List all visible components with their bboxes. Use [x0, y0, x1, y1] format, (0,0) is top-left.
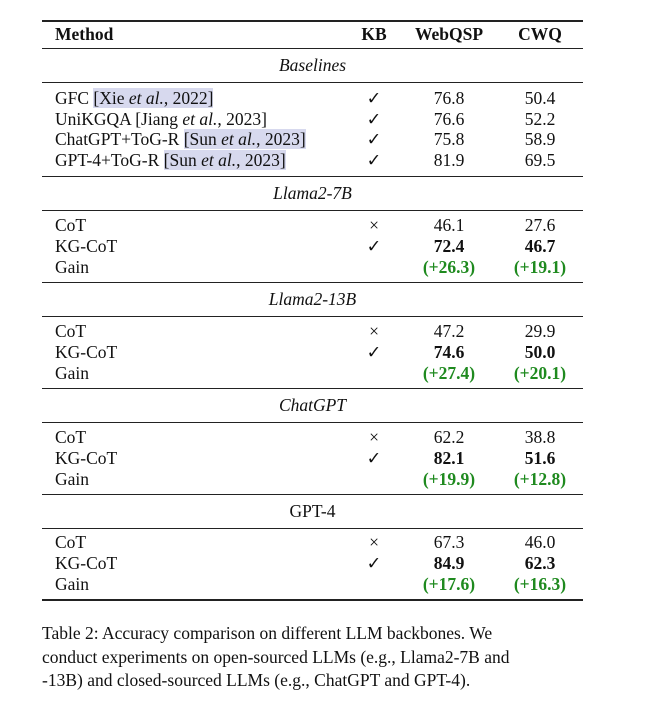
webqsp-value: (+26.3)	[422, 257, 476, 277]
cross-icon: ×	[369, 321, 379, 341]
method-name: KG-CoT	[55, 553, 118, 573]
cwq-value: 38.8	[524, 427, 556, 447]
citation-open: [	[163, 150, 170, 171]
header-method: Method	[55, 24, 114, 44]
citation-author: Sun	[169, 150, 202, 171]
method-name: Gain	[55, 574, 90, 594]
table-row	[0, 553, 660, 574]
table-row	[0, 321, 660, 342]
webqsp-value: 62.2	[433, 427, 465, 447]
method-cell	[55, 363, 89, 384]
cross-icon: ×	[369, 215, 379, 235]
webqsp-value: 47.2	[433, 321, 465, 341]
table-caption	[42, 622, 592, 693]
table-row	[0, 342, 660, 363]
method-cell	[55, 88, 213, 109]
section-title: Llama2-13B	[268, 289, 357, 309]
cwq-value: 51.6	[524, 448, 556, 468]
citation-year: , 2022	[163, 88, 208, 108]
table-row	[0, 363, 660, 384]
citation	[135, 109, 267, 129]
check-icon: ✓	[366, 342, 382, 362]
cwq-value: (+20.1)	[513, 363, 567, 383]
caption-line: -13B) and closed-sourced LLMs (e.g., ChatGPT and GPT-4).	[42, 670, 471, 690]
webqsp-value: 72.4	[433, 236, 465, 256]
method-name: CoT	[55, 532, 87, 552]
method-name: Gain	[55, 363, 90, 383]
cwq-value: 58.9	[524, 129, 556, 150]
method-cell	[55, 532, 86, 553]
cross-icon: ×	[369, 532, 379, 552]
section-rule	[42, 48, 583, 49]
table-row	[0, 257, 660, 278]
method-cell	[55, 129, 306, 150]
top-rule	[42, 20, 583, 22]
header-webqsp: WebQSP	[414, 24, 484, 44]
cwq-value: 62.3	[524, 553, 556, 573]
webqsp-value: 46.1	[433, 215, 465, 235]
check-icon: ✓	[366, 129, 382, 150]
table-row	[0, 236, 660, 257]
method-cell	[55, 427, 86, 448]
section-rule	[42, 282, 583, 283]
method-cell	[55, 321, 86, 342]
header-kb: KB	[361, 24, 387, 44]
webqsp-value: 84.9	[433, 553, 465, 573]
check-icon: ✓	[366, 150, 382, 171]
check-icon: ✓	[366, 108, 382, 129]
table-row	[0, 574, 660, 595]
header-cwq: CWQ	[518, 24, 562, 44]
webqsp-value: (+27.4)	[422, 363, 476, 383]
section-rule	[42, 528, 583, 529]
method-name: CoT	[55, 427, 87, 447]
check-icon: ✓	[366, 88, 382, 108]
webqsp-value: 82.1	[433, 448, 465, 468]
citation-author: Jiang	[141, 108, 183, 129]
method-name: Gain	[55, 469, 90, 489]
table-row	[0, 532, 660, 553]
caption-line: conduct experiments on open-sourced LLMs (e.g., Llama2-7B and	[42, 646, 510, 667]
section-title: GPT-4	[289, 501, 336, 521]
table-row	[0, 109, 660, 130]
section-rule	[42, 316, 583, 317]
citation-etal: et al.	[182, 108, 218, 129]
table-row	[0, 427, 660, 448]
method-name: CoT	[55, 321, 87, 341]
check-icon: ✓	[366, 236, 382, 256]
header-row	[0, 24, 660, 45]
section-rule	[42, 176, 583, 177]
cwq-value: 50.4	[524, 88, 556, 108]
table-row	[0, 129, 660, 150]
table-row	[0, 88, 660, 109]
cwq-value: 52.2	[524, 108, 556, 129]
table-row	[0, 448, 660, 469]
cwq-value: 46.0	[524, 532, 556, 552]
table-row	[0, 469, 660, 490]
method-name: CoT	[55, 215, 87, 235]
bottom-rule	[42, 599, 583, 601]
cwq-value: (+12.8)	[513, 469, 567, 489]
webqsp-value: 81.9	[433, 150, 465, 171]
section-rule	[42, 388, 583, 389]
method-cell	[55, 469, 89, 490]
cwq-value: (+19.1)	[513, 257, 567, 277]
cwq-value: 69.5	[524, 150, 556, 171]
section-rule	[42, 210, 583, 211]
method-cell	[55, 553, 117, 574]
cwq-value: 46.7	[524, 236, 556, 256]
method-name: GPT-4+ToG-R	[55, 150, 164, 171]
method-cell	[55, 215, 86, 236]
webqsp-value: (+19.9)	[422, 469, 476, 489]
citation-etal: et al.	[128, 88, 164, 108]
table-row	[0, 215, 660, 236]
cwq-value: (+16.3)	[513, 574, 567, 594]
method-cell	[55, 257, 89, 278]
section-rule	[42, 422, 583, 423]
method-cell	[55, 342, 117, 363]
citation-year: , 2023	[256, 129, 300, 150]
citation-author: Sun	[189, 129, 222, 150]
method-name: GFC	[55, 88, 94, 108]
cwq-value: 27.6	[524, 215, 556, 235]
method-cell	[55, 236, 117, 257]
citation-close: ]	[207, 88, 214, 108]
method-name: KG-CoT	[55, 448, 118, 468]
cross-icon: ×	[369, 427, 379, 447]
section-title: ChatGPT	[278, 395, 347, 415]
webqsp-value: 76.8	[433, 88, 465, 108]
section-title: Baselines	[278, 55, 347, 75]
method-name: KG-CoT	[55, 342, 118, 362]
citation-close: ]	[299, 129, 306, 150]
table-row	[0, 150, 660, 171]
citation-open: [	[135, 108, 142, 129]
caption-line: Table 2: Accuracy comparison on different LLM backbones. We	[42, 623, 493, 643]
citation-open: [	[93, 88, 100, 108]
method-name: Gain	[55, 257, 90, 277]
method-name: ChatGPT+ToG-R	[55, 129, 184, 150]
method-cell	[55, 574, 89, 595]
citation	[184, 129, 306, 149]
webqsp-value: 74.6	[433, 342, 465, 362]
citation-open: [	[183, 129, 190, 150]
citation-year: , 2023	[236, 150, 280, 171]
citation-year: , 2023	[217, 108, 262, 129]
webqsp-value: 75.8	[433, 129, 465, 150]
cwq-value: 50.0	[524, 342, 556, 362]
check-icon: ✓	[366, 553, 382, 573]
citation-etal: et al.	[221, 129, 257, 150]
method-name: KG-CoT	[55, 236, 118, 256]
citation-author: Xie	[99, 88, 129, 108]
webqsp-value: 67.3	[433, 532, 465, 552]
section-rule	[42, 494, 583, 495]
method-cell	[55, 448, 117, 469]
citation	[93, 88, 213, 108]
webqsp-value: (+17.6)	[422, 574, 476, 594]
citation	[164, 150, 286, 170]
section-rule	[42, 82, 583, 83]
webqsp-value: 76.6	[433, 108, 465, 129]
method-name: UniKGQA	[55, 108, 136, 129]
section-title: Llama2-7B	[273, 183, 352, 203]
citation-close: ]	[261, 108, 267, 129]
citation-etal: et al.	[201, 150, 237, 171]
cwq-value: 29.9	[524, 321, 556, 341]
method-cell	[55, 150, 286, 171]
citation-close: ]	[279, 150, 286, 171]
check-icon: ✓	[366, 448, 382, 468]
method-cell	[55, 109, 267, 130]
